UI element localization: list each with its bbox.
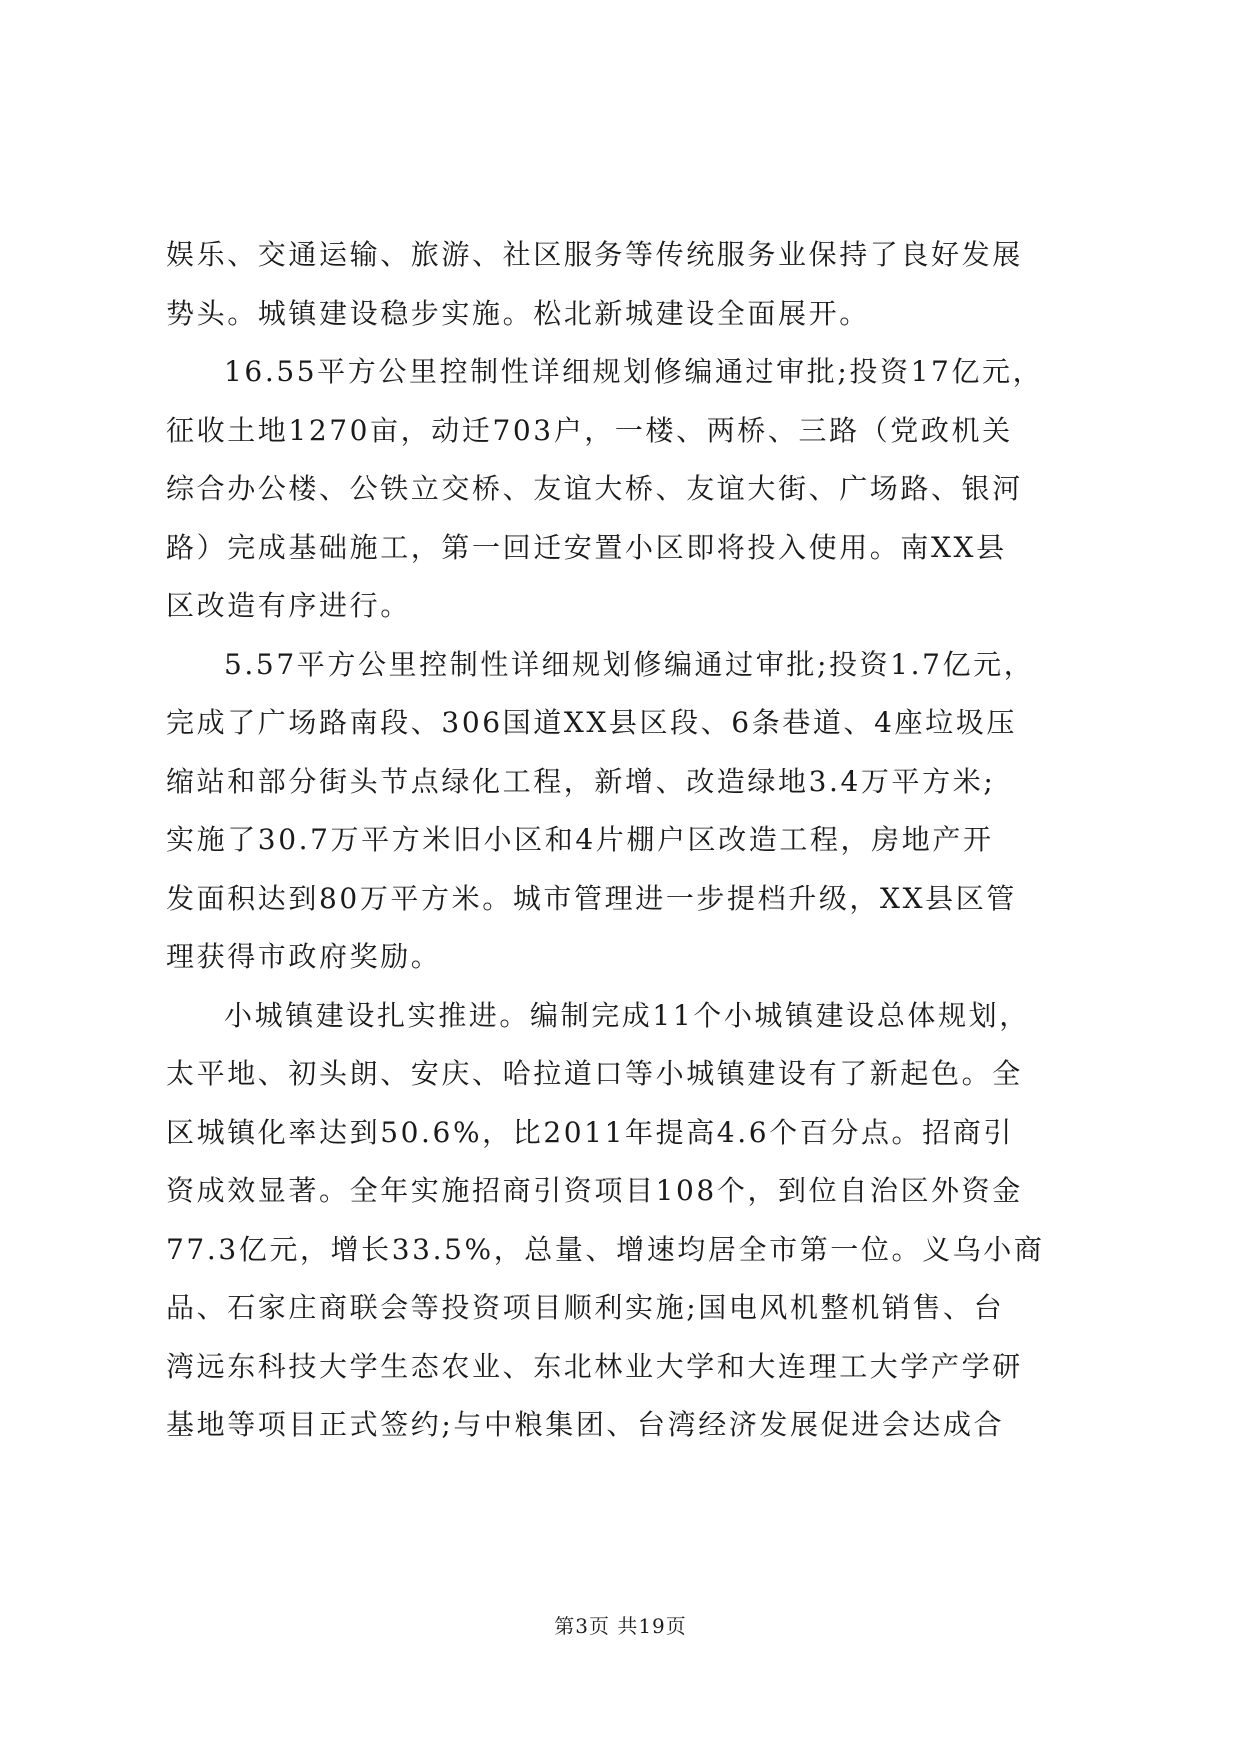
text-line: 资成效显著。全年实施招商引资项目108个，到位自治区外资金	[166, 1174, 1023, 1207]
paragraph-songbei-new-city	[166, 343, 1086, 636]
text-line: 品、石家庄商联会等投资项目顺利实施;国电风机整机销售、台	[166, 1291, 1005, 1324]
paragraph-service-industry	[166, 226, 1086, 343]
text-line: 77.3亿元，增长33.5%，总量、增速均居全市第一位。义乌小商	[166, 1232, 1045, 1266]
text-line: 缩站和部分街头节点绿化工程，新增、改造绿地3.4万平方米;	[166, 764, 996, 798]
text-line: 湾远东科技大学生态农业、东北林业大学和大连理工大学产学研	[166, 1349, 1023, 1383]
text-line: 发面积达到80万平方米。城市管理进一步提档升级，XX县区管	[166, 881, 1017, 915]
text-line: 征收土地1270亩，动迁703户，一楼、两桥、三路（党政机关	[166, 413, 1013, 447]
text-line: 综合办公楼、公铁立交桥、友谊大桥、友谊大街、广场路、银河	[166, 472, 1023, 505]
text-line: 理获得市政府奖励。	[166, 940, 442, 973]
page-number-footer: 第3页 共19页	[554, 1614, 687, 1638]
paragraph-small-towns	[166, 987, 1086, 1455]
text-line: 娱乐、交通运输、旅游、社区服务等传统服务业保持了良好发展	[166, 238, 1023, 271]
text-line: 区改造有序进行。	[166, 589, 411, 622]
text-line: 太平地、初头朗、安庆、哈拉道口等小城镇建设有了新起色。全	[166, 1057, 1023, 1090]
text-line: 基地等项目正式签约;与中粮集团、台湾经济发展促进会达成合	[166, 1408, 1005, 1441]
text-line: 区城镇化率达到50.6%，比2011年提高4.6个百分点。招商引	[166, 1115, 1014, 1149]
text-line: 势头。城镇建设稳步实施。松北新城建设全面展开。	[166, 296, 870, 330]
paragraph-south-district	[166, 636, 1086, 987]
text-line: 小城镇建设扎实推进。编制完成11个小城镇建设总体规划，	[224, 998, 1030, 1032]
text-line: 实施了30.7万平方米旧小区和4片棚户区改造工程，房地产开	[166, 823, 994, 856]
document-body	[166, 226, 1086, 1455]
text-line: 16.55平方公里控制性详细规划修编通过审批;投资17亿元，	[224, 355, 1044, 388]
text-line: 路）完成基础施工，第一回迁安置小区即将投入使用。南XX县	[166, 530, 1007, 564]
text-line: 5.57平方公里控制性详细规划修编通过审批;投资1.7亿元，	[224, 647, 1035, 681]
text-line: 完成了广场路南段、306国道XX县区段、6条巷道、4座垃圾压	[166, 706, 1017, 739]
